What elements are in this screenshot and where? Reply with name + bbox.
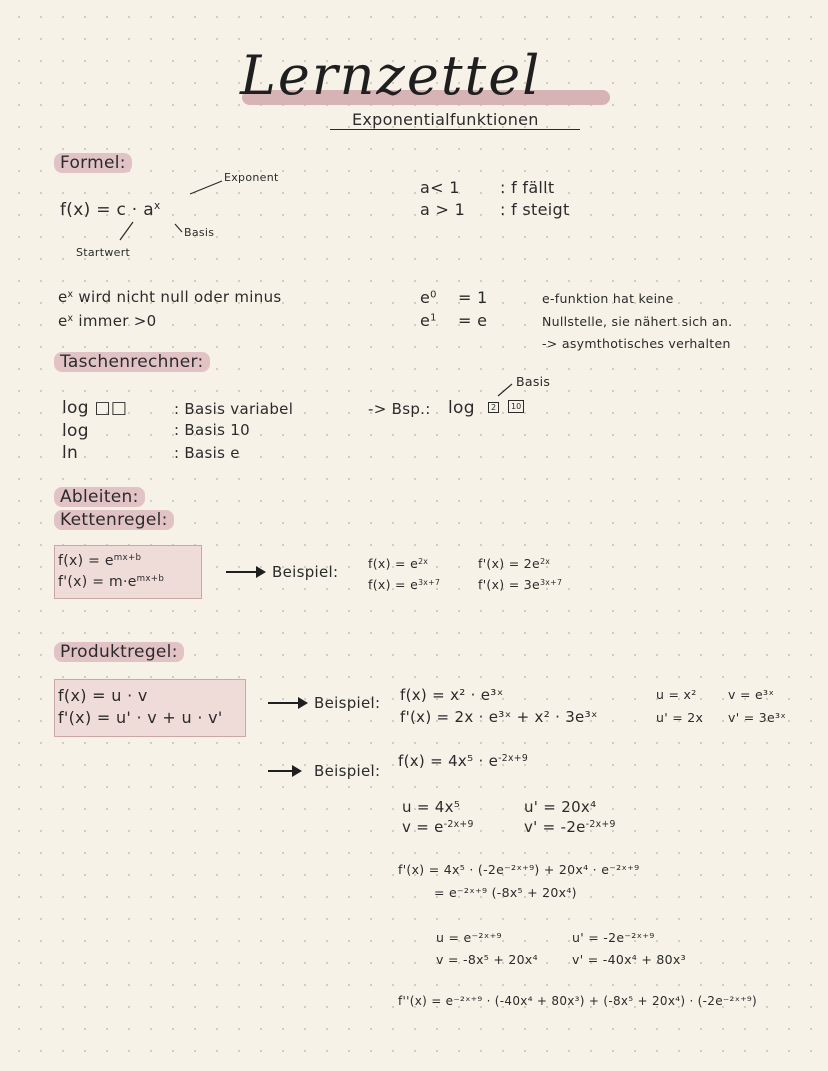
produktregel-b2-fprime-line2: = e⁻²ˣ⁺⁹ (-8x⁵ + 20x⁴)	[434, 885, 577, 900]
calc-fn-log-variable: log □□	[62, 398, 128, 418]
produktregel-b2-u2: u = e⁻²ˣ⁺⁹	[436, 930, 502, 945]
label-exponent: Exponent	[224, 171, 279, 184]
ex-fact-1: $e^x$ wird nicht null oder minus	[58, 288, 282, 306]
section-heading-formel: Formel:	[54, 153, 132, 173]
formula-body: f(x) = c · a	[60, 200, 154, 220]
produktregel-b2-u: u = 4x⁵	[402, 798, 461, 816]
calc-fn-log: log	[62, 421, 89, 441]
produktregel-b2-second-derivative: f''(x) = e⁻²ˣ⁺⁹ · (-40x⁴ + 80x³) + (-8x⁵ + 20x⁴) · (-2e⁻²ˣ⁺⁹)	[398, 994, 758, 1008]
produktregel-beispiel2-label: Beispiel:	[314, 762, 381, 780]
condition-a-less-1-result: : f fällt	[500, 178, 555, 197]
produktregel-fprime: f'(x) = u' · v + u · v'	[58, 708, 223, 727]
produktregel-b1-f: f(x) = x² · e³ˣ	[400, 686, 504, 704]
kettenregel-example2-fprime: $f'(x) = 3e^{3x+7}$	[478, 577, 563, 592]
page-subtitle: Exponentialfunktionen	[352, 110, 539, 129]
kettenregel-example1-fprime: $f'(x) = 2e^{2x}$	[478, 556, 551, 571]
e-power-1: $e^1$	[420, 311, 437, 330]
produktregel-b1-v: v = e³ˣ	[728, 687, 775, 702]
label-startwert: Startwert	[76, 246, 131, 259]
produktregel-b1-u: u = x²	[656, 687, 697, 702]
section-heading-kettenregel: Kettenregel:	[54, 510, 174, 530]
section-heading-produktregel: Produktregel:	[54, 642, 184, 662]
produktregel-b1-uprime: u' = 2x	[656, 710, 704, 725]
formula-exponent: x	[153, 200, 161, 213]
section-heading-ableiten: Ableiten:	[54, 487, 145, 507]
condition-a-greater-1-result: : f steigt	[500, 200, 570, 219]
efunction-note-1: e-funktion hat keine	[542, 291, 674, 306]
e-power-0: $e^0$	[420, 288, 437, 307]
produktregel-b1-fprime: f'(x) = 2x · e³ˣ + x² · 3e³ˣ	[400, 708, 598, 726]
calc-fn-ln: ln	[62, 443, 79, 463]
efunction-note-3: -> asymthotisches verhalten	[542, 336, 731, 351]
condition-a-greater-1: a > 1	[420, 200, 466, 219]
calc-example-base-box: 2	[488, 402, 499, 413]
ex-fact-2: $e^x$ immer >0	[58, 312, 157, 330]
produktregel-b2-v2: v = -8x⁵ + 20x⁴	[436, 952, 538, 967]
kettenregel-example2-f: $f(x) = e^{3x+7}$	[368, 577, 441, 592]
calc-desc-log-variable: : Basis variabel	[174, 400, 294, 418]
produktregel-b2-fprime-line1: f'(x) = 4x⁵ · (-2e⁻²ˣ⁺⁹) + 20x⁴ · e⁻²ˣ⁺⁹	[398, 862, 640, 877]
kettenregel-beispiel-label: Beispiel:	[272, 563, 339, 581]
page-title: Lernzettel	[240, 44, 542, 107]
produktregel-b1-vprime: v' = 3e³ˣ	[728, 710, 787, 725]
kettenregel-example1-f: $f(x) = e^{2x}$	[368, 556, 429, 571]
calc-basis-label: Basis	[516, 374, 551, 389]
calc-example-log: log	[448, 398, 475, 418]
produktregel-b2-vprime: $v' = -2e^{-2x+9}$	[524, 818, 616, 836]
produktregel-b2-uprime: u' = 20x⁴	[524, 798, 597, 816]
produktregel-b2-v: $v = e^{-2x+9}$	[402, 818, 474, 836]
produktregel-b2-f: $f(x) = 4x^5 \cdot e^{-2x+9}$	[398, 752, 529, 770]
e-power-0-value: = 1	[458, 288, 488, 307]
kettenregel-fprime: $f'(x) = m\cdot e^{mx+b}$	[58, 574, 165, 590]
label-basis: Basis	[184, 226, 215, 239]
efunction-note-2: Nullstelle, sie nähert sich an.	[542, 314, 733, 329]
produktregel-beispiel1-label: Beispiel:	[314, 694, 381, 712]
calc-example-arg-box: 10	[508, 400, 524, 413]
calc-desc-log: : Basis 10	[174, 421, 250, 439]
section-heading-taschenrechner: Taschenrechner:	[54, 352, 210, 372]
e-power-1-value: = e	[458, 311, 488, 330]
produktregel-b2-vprime2: v' = -40x⁴ + 80x³	[572, 952, 686, 967]
calc-desc-ln: : Basis e	[174, 444, 240, 462]
calc-example-prefix: -> Bsp.:	[368, 400, 431, 418]
formula-exponential	[60, 200, 160, 220]
condition-a-less-1: a< 1	[420, 178, 460, 197]
produktregel-f: f(x) = u · v	[58, 686, 148, 705]
subtitle-underline	[330, 129, 580, 130]
kettenregel-f: $f(x) = e^{mx+b}$	[58, 553, 142, 569]
produktregel-b2-uprime2: u' = -2e⁻²ˣ⁺⁹	[572, 930, 655, 945]
